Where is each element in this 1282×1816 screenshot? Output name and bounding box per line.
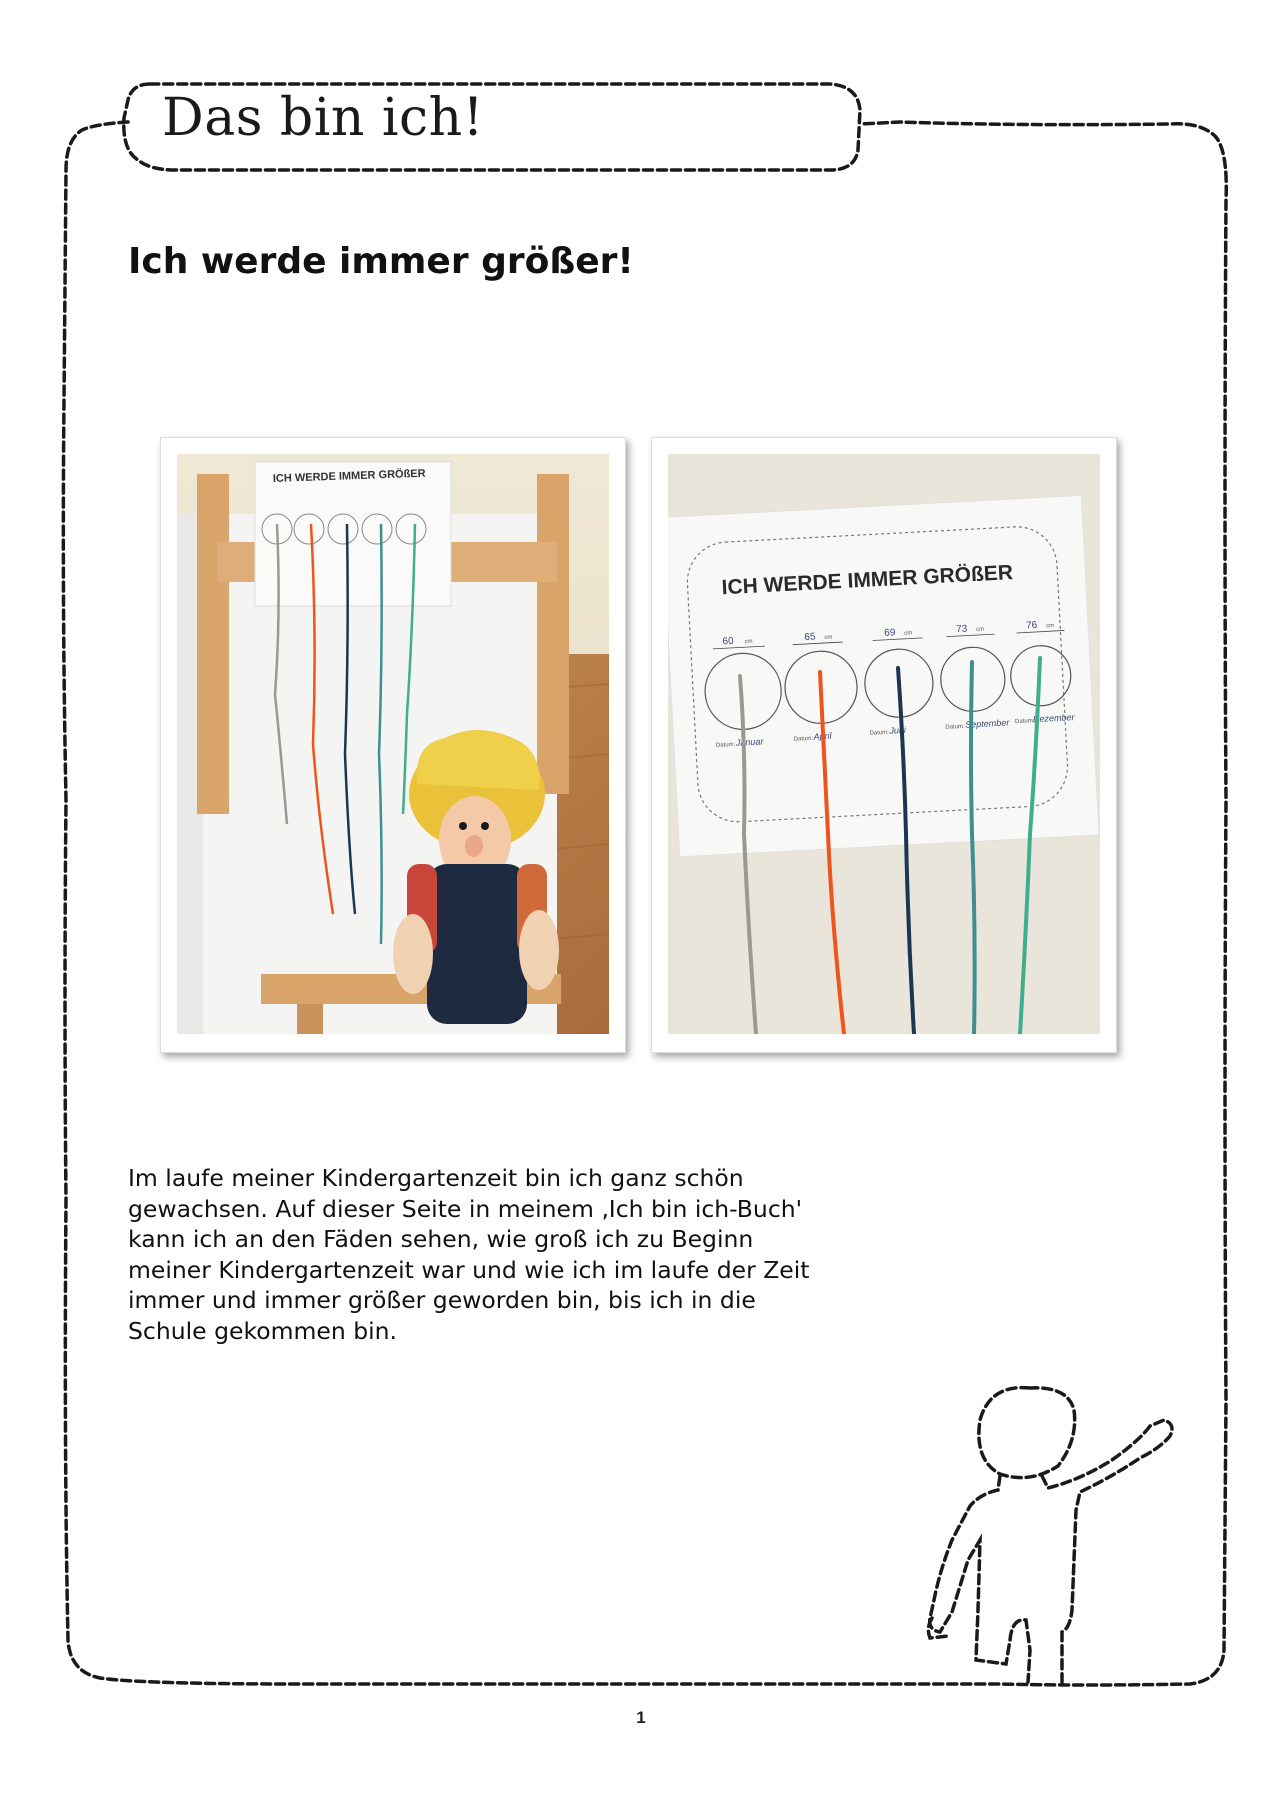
section-subtitle: Ich werde immer größer! bbox=[128, 241, 634, 282]
unit-3: cm bbox=[904, 630, 913, 637]
body-paragraph: Im laufe meiner Kindergartenzeit bin ich ganz schön gewachsen. Auf dieser Seite in meinem ‚Ich bin ich-Buch' kann ich an den Fäden sehen, wie groß ich zu Beginn meiner Kindergartenzeit war und wie ich im laufe der Zeit immer und immer größer geworden bin, bis ich in die Schule gekommen bin. bbox=[128, 1164, 810, 1345]
photo-right-image bbox=[668, 454, 1100, 1034]
date-label-2: Datum: bbox=[793, 735, 814, 743]
date-label-3: Datum: bbox=[869, 729, 890, 737]
unit-2: cm bbox=[824, 634, 833, 642]
child-outline bbox=[928, 1388, 1172, 1682]
left-sheet-title: ICH WERDE IMMER GRÖßER bbox=[272, 467, 426, 485]
photo-left bbox=[160, 437, 626, 1053]
page-title: Das bin ich! bbox=[162, 88, 484, 148]
month-1: Januar bbox=[735, 736, 764, 748]
month-3: Juni bbox=[889, 724, 907, 736]
month-5: Dezember bbox=[1032, 712, 1075, 725]
unit-1: cm bbox=[744, 638, 753, 646]
page-number: 1 bbox=[636, 1708, 646, 1727]
photo-left-image bbox=[177, 454, 609, 1034]
measurement-3: 69 bbox=[884, 627, 896, 639]
measurement-4: 73 bbox=[955, 623, 968, 636]
photo-right bbox=[651, 437, 1117, 1053]
unit-4: cm bbox=[976, 626, 985, 634]
date-label-1: Datum: bbox=[715, 741, 736, 749]
measurement-5: 76 bbox=[1025, 619, 1038, 632]
measurement-2: 65 bbox=[804, 631, 816, 644]
right-sheet-title: ICH WERDE IMMER GRÖßER bbox=[721, 561, 1014, 600]
month-4: September bbox=[964, 717, 1010, 730]
date-label-5: Datum: bbox=[1014, 718, 1035, 726]
unit-5: cm bbox=[1046, 622, 1055, 630]
puppet-illustration bbox=[393, 730, 559, 1024]
date-label-4: Datum: bbox=[945, 723, 965, 731]
measurement-1: 60 bbox=[722, 635, 734, 648]
month-2: April bbox=[813, 730, 832, 742]
